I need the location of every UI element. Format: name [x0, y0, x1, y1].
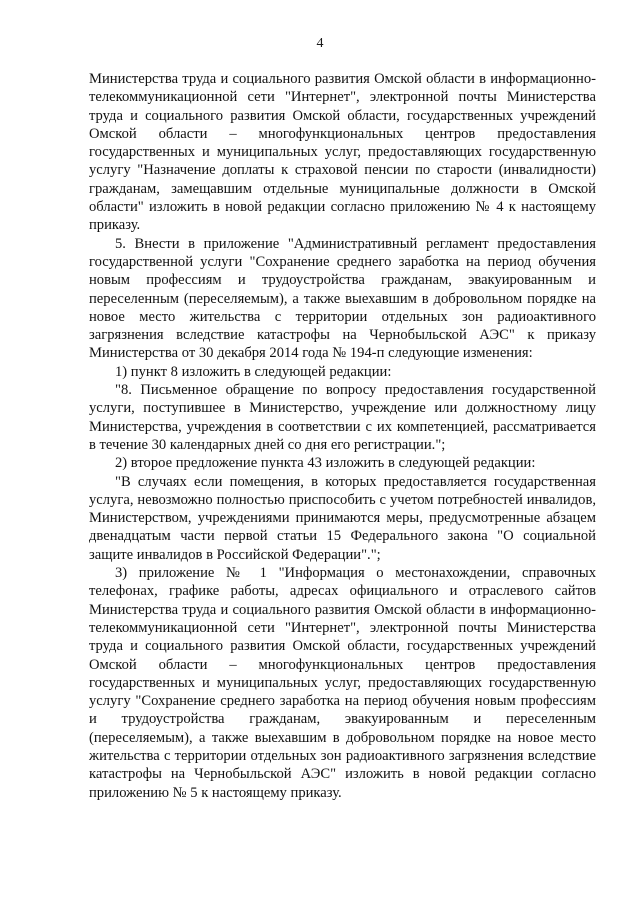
paragraph-quote-item-43: "В случаях если помещения, в которых предоставляется государственная услуга, невозможно полностью приспособить с учетом потребностей инвалидов, Министерством, учреждениями принимаются меры, предусмотренные абзацем двенадцатым части первой статьи 15 Федерального закона "О социальной защите инвалидов в Российской Федерации"."; — [89, 473, 596, 563]
paragraph-item-5: 5. Внести в приложение "Административный регламент предоставления государственной услуги "Сохранение среднего заработка на период обучения новым профессиям и трудоустройства гражданам, эвакуированным и переселенным (переселяемым), а также выехавшим в добровольном порядке на новое место жительства с территории отдельных зон радиоактивного загрязнения вследствие катастрофы на Чернобыльской АЭС" к приказу Министерства от 30 декабря 2014 года № 194-п следующие изменения: — [89, 235, 596, 362]
paragraph-quote-item-8: "8. Письменное обращение по вопросу предоставления государственной услуги, поступившее в Министерство, учреждение или должностному лицу Министерства, учреждения в соответствии с их компетенцией, рассматривается в течение 30 календарных дней со дня его регистрации."; — [89, 382, 596, 453]
paragraph-subitem-2: 2) второе предложение пункта 43 изложить в следующей редакции: — [115, 455, 536, 472]
paragraph-subitem-1: 1) пункт 8 изложить в следующей редакции: — [115, 363, 392, 380]
paragraph-continuation: Министерства труда и социального развития Омской области в информационно-телекоммуникационной сети "Интернет", электронной почты Министерства труда и социального развития Омской области, государственных учреждений Омской области – многофункциональных центров предоставления государственных и муниципальных услуг, предоставляющих государственную услугу "Назначение доплаты к страховой пенсии по старости (инвалидности) гражданам, замещавшим отдельные муниципальные должности в Омской области" изложить в новой редакции согласно приложению № 4 к настоящему приказу. — [89, 71, 596, 234]
document-body — [89, 70, 596, 802]
page-number: 4 — [316, 36, 324, 51]
paragraph-subitem-3: 3) приложение № 1 "Информация о местонахождении, справочных телефонах, графике работы, адресах официального и отраслевого сайтов Министерства труда и социального развития Омской области в информационно-телекоммуникационной сети "Интернет", электронной почты Министерства труда и социального развития Омской области, государственных учреждений Омской области – многофункциональных центров предоставления государственных и муниципальных услуг, предоставляющих государственную услугу "Сохранение среднего заработка на период обучения новым профессиям и трудоустройства гражданам, эвакуированным и переселенным (переселяемым), а также выехавшим в добровольном порядке на новое место жительства с территории отдельных зон радиоактивного загрязнения вследствие катастрофы на Чернобыльской АЭС" изложить в новой редакции согласно приложению № 5 к настоящему приказу. — [89, 565, 596, 801]
